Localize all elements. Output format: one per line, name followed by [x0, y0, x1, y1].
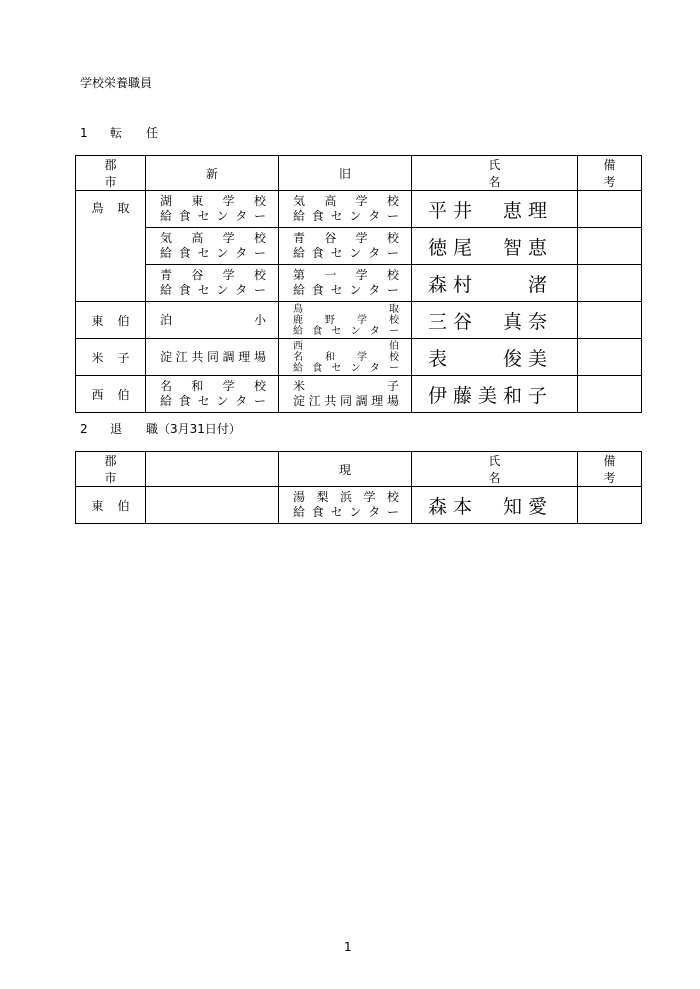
name-cell: [412, 265, 578, 302]
remarks-cell: [578, 487, 642, 524]
new-cell: [146, 265, 279, 302]
spaced-text: 給 食 セ ン タ ー: [293, 246, 399, 260]
spaced-text: 気 高 学 校: [160, 231, 266, 245]
city-cell: 東伯: [76, 487, 146, 524]
person-name: 平井 恵理: [428, 199, 554, 222]
old-cell: [279, 228, 412, 265]
person-name: 森村 渚: [428, 273, 554, 296]
person-name: 三谷 真奈: [428, 310, 554, 333]
spaced-text: 第 一 学 校: [293, 268, 399, 282]
old-cell: [279, 339, 412, 376]
spaced-text: 名 和 学 校: [293, 351, 399, 363]
spaced-text: 鹿 野 学 校: [293, 314, 399, 326]
table-row: [76, 339, 642, 376]
blank-cell: [146, 487, 279, 524]
new-cell: [146, 191, 279, 228]
retirement-table: [75, 451, 642, 524]
section-2-title: 退 職（3月31日付）: [110, 422, 241, 436]
person-name: 表 俊美: [428, 347, 554, 370]
name-cell: [412, 302, 578, 339]
name-cell: [412, 339, 578, 376]
spaced-text: 淀 江 共 同 調 理 場: [160, 349, 266, 364]
old-cell: [279, 376, 412, 413]
spaced-text: 給 食 セ ン タ ー: [293, 362, 399, 374]
remarks-cell: [578, 302, 642, 339]
transfer-table: [75, 155, 642, 413]
spaced-text: 名 和 学 校: [160, 379, 266, 393]
spaced-text: 西 伯: [293, 340, 399, 352]
retirement-table-header: [76, 452, 642, 487]
name-cell: [412, 487, 578, 524]
city-cell: 鳥取: [76, 191, 146, 302]
header-old: 旧: [279, 156, 412, 191]
remarks-cell: [578, 376, 642, 413]
remarks-cell: [578, 339, 642, 376]
city-cell: 東伯: [76, 302, 146, 339]
header-city: 郡市: [76, 452, 146, 487]
new-cell: [146, 339, 279, 376]
spaced-text: 給 食 セ ン タ ー: [160, 246, 266, 260]
spaced-text: 給 食 セ ン タ ー: [293, 209, 399, 223]
spaced-text: 給 食 セ ン タ ー: [293, 505, 399, 519]
header-blank: [146, 452, 279, 487]
spaced-text: 泊 小: [160, 312, 266, 327]
header-new: 新: [146, 156, 279, 191]
table-row: [76, 302, 642, 339]
name-cell: [412, 228, 578, 265]
remarks-cell: [578, 265, 642, 302]
header-city: 郡市: [76, 156, 146, 191]
spaced-text: 湖 東 学 校: [160, 194, 266, 208]
table-row: [76, 228, 642, 265]
new-cell: [146, 376, 279, 413]
spaced-text: 湯 梨 浜 学 校: [293, 490, 399, 504]
table-row: [76, 487, 642, 524]
section-1-title: 転 任: [110, 126, 159, 140]
page-title: 学校栄養職員: [80, 76, 153, 90]
old-cell: [279, 265, 412, 302]
name-cell: [412, 191, 578, 228]
header-name: 氏名: [412, 156, 578, 191]
old-cell: [279, 191, 412, 228]
spaced-text: 給 食 セ ン タ ー: [160, 209, 266, 223]
old-cell: [279, 302, 412, 339]
city-cell: 米子: [76, 339, 146, 376]
spaced-text: 給 食 セ ン タ ー: [293, 325, 399, 337]
header-remarks: 備考: [578, 156, 642, 191]
spaced-text: 給 食 セ ン タ ー: [160, 394, 266, 408]
city-cell: 西伯: [76, 376, 146, 413]
page-number: 1: [344, 940, 352, 954]
new-cell: [146, 302, 279, 339]
name-cell: [412, 376, 578, 413]
remarks-cell: [578, 228, 642, 265]
header-name: 氏名: [412, 452, 578, 487]
person-name: 徳尾 智恵: [428, 236, 554, 259]
table-row: [76, 376, 642, 413]
section-1-heading: [80, 124, 158, 141]
remarks-cell: [578, 191, 642, 228]
spaced-text: 青 谷 学 校: [160, 268, 266, 282]
spaced-text: 米 子: [293, 379, 399, 393]
spaced-text: 給 食 セ ン タ ー: [293, 283, 399, 297]
header-current: 現: [279, 452, 412, 487]
current-cell: [279, 487, 412, 524]
table-row: [76, 265, 642, 302]
section-2-number: 2: [80, 422, 88, 436]
table-row: [76, 191, 642, 228]
person-name: 森本 知愛: [428, 495, 554, 518]
spaced-text: 淀 江 共 同 調 理 場: [293, 394, 399, 408]
spaced-text: 給 食 セ ン タ ー: [160, 283, 266, 297]
spaced-text: 青 谷 学 校: [293, 231, 399, 245]
section-1-number: 1: [80, 126, 88, 140]
person-name: 伊藤美和子: [428, 384, 554, 407]
spaced-text: 気 高 学 校: [293, 194, 399, 208]
spaced-text: 鳥 取: [293, 303, 399, 315]
new-cell: [146, 228, 279, 265]
transfer-table-header: [76, 156, 642, 191]
header-remarks: 備考: [578, 452, 642, 487]
section-2-heading: [80, 420, 241, 437]
